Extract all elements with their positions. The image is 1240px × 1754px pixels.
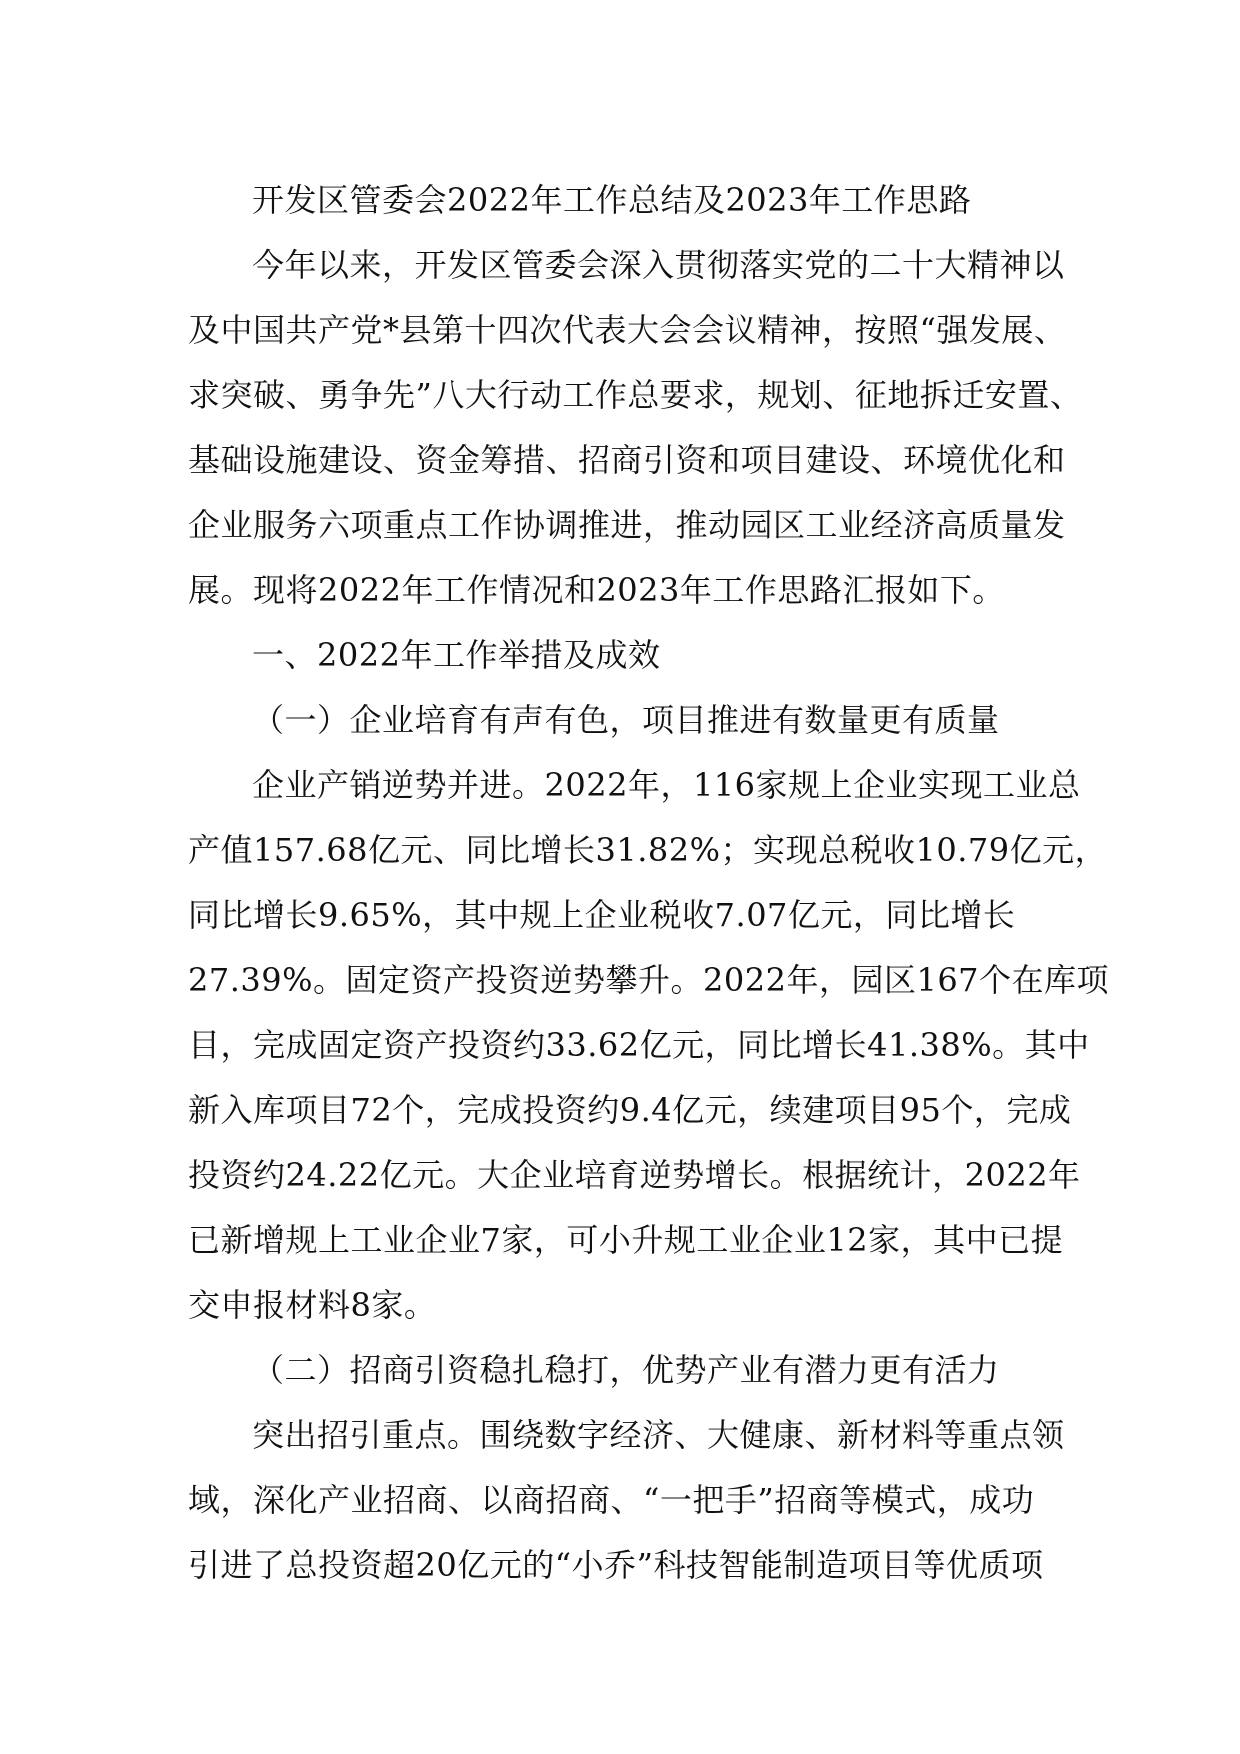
text-line: 27.39%。固定资产投资逆势攀升。2022年，园区167个在库项 <box>188 961 1110 999</box>
text-line: 交申报材料8家。 <box>188 1286 437 1324</box>
section-heading: 一、2022年工作举措及成效 <box>252 636 661 674</box>
text-line: 目，完成固定资产投资约33.62亿元，同比增长41.38%。其中 <box>188 1026 1090 1064</box>
text-line: 引进了总投资超20亿元的“小乔”科技智能制造项目等优质项 <box>188 1546 1044 1584</box>
text-line: 企业产销逆势并进。2022年，116家规上企业实现工业总 <box>252 766 1081 804</box>
text-line: 已新增规上工业企业7家，可小升规工业企业12家，其中已提 <box>188 1221 1064 1259</box>
text-line: 展。现将2022年工作情况和2023年工作思路汇报如下。 <box>188 571 1005 609</box>
text-line: 同比增长9.65%，其中规上企业税收7.07亿元，同比增长 <box>188 896 1016 934</box>
text-line: 企业服务六项重点工作协调推进，推动园区工业经济高质量发 <box>188 506 1066 544</box>
text-line: 求突破、勇争先”八大行动工作总要求，规划、征地拆迁安置、 <box>188 376 1083 414</box>
subsection-heading: （二）招商引资稳扎稳打，优势产业有潜力更有活力 <box>252 1351 1000 1389</box>
text-line: 新入库项目72个，完成投资约9.4亿元，续建项目95个，完成 <box>188 1091 1072 1129</box>
document-body <box>188 168 1110 1598</box>
document-title: 开发区管委会2022年工作总结及2023年工作思路 <box>252 181 972 219</box>
text-line: 及中国共产党*县第十四次代表大会会议精神，按照“强发展、 <box>188 311 1067 349</box>
text-line: 今年以来，开发区管委会深入贯彻落实党的二十大精神以 <box>252 246 1065 284</box>
text-line: 投资约24.22亿元。大企业培育逆势增长。根据统计，2022年 <box>188 1156 1081 1194</box>
text-line: 产值157.68亿元、同比增长31.82%；实现总税收10.79亿元， <box>188 831 1108 869</box>
text-line: 域，深化产业招商、以商招商、“一把手”招商等模式，成功 <box>188 1481 1035 1519</box>
subsection-heading: （一）企业培育有声有色，项目推进有数量更有质量 <box>252 701 1000 739</box>
text-line: 突出招引重点。围绕数字经济、大健康、新材料等重点领 <box>252 1416 1065 1454</box>
text-line: 基础设施建设、资金筹措、招商引资和项目建设、环境优化和 <box>188 441 1066 479</box>
